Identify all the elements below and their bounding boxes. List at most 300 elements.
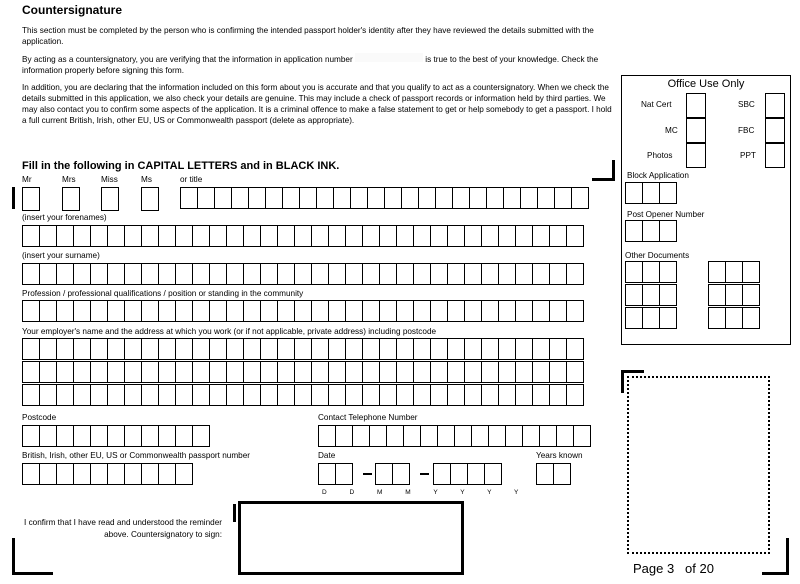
char-cell[interactable] — [158, 300, 176, 322]
char-cell[interactable] — [742, 261, 760, 283]
char-cell[interactable] — [708, 284, 726, 306]
char-cell[interactable] — [56, 425, 74, 447]
checkbox-ms[interactable] — [141, 187, 159, 211]
char-cell[interactable] — [39, 384, 57, 406]
char-cell[interactable] — [536, 463, 554, 485]
char-cell[interactable] — [141, 300, 159, 322]
char-cell[interactable] — [226, 225, 244, 247]
char-cell[interactable] — [413, 263, 431, 285]
char-cell[interactable] — [158, 338, 176, 360]
char-cell[interactable] — [226, 300, 244, 322]
profession-cells[interactable] — [22, 300, 583, 322]
char-cell[interactable] — [333, 187, 351, 209]
forenames-cells[interactable] — [22, 225, 583, 247]
char-cell[interactable] — [539, 425, 557, 447]
char-cell[interactable] — [124, 225, 142, 247]
char-cell[interactable] — [56, 225, 74, 247]
char-cell[interactable] — [396, 384, 414, 406]
char-cell[interactable] — [413, 338, 431, 360]
char-cell[interactable] — [742, 307, 760, 329]
checkbox-mr[interactable] — [22, 187, 40, 211]
char-cell[interactable] — [430, 263, 448, 285]
char-cell[interactable] — [328, 361, 346, 383]
char-cell[interactable] — [39, 463, 57, 485]
char-cell[interactable] — [260, 384, 278, 406]
char-cell[interactable] — [447, 225, 465, 247]
char-cell[interactable] — [90, 338, 108, 360]
char-cell[interactable] — [175, 463, 193, 485]
char-cell[interactable] — [532, 225, 550, 247]
other-docs-cells-4[interactable] — [708, 261, 759, 283]
char-cell[interactable] — [141, 463, 159, 485]
char-cell[interactable] — [22, 263, 40, 285]
char-cell[interactable] — [554, 187, 572, 209]
char-cell[interactable] — [379, 300, 397, 322]
char-cell[interactable] — [413, 384, 431, 406]
char-cell[interactable] — [248, 187, 266, 209]
char-cell[interactable] — [90, 263, 108, 285]
char-cell[interactable] — [175, 425, 193, 447]
char-cell[interactable] — [107, 300, 125, 322]
char-cell[interactable] — [481, 225, 499, 247]
char-cell[interactable] — [725, 307, 743, 329]
char-cell[interactable] — [345, 225, 363, 247]
char-cell[interactable] — [659, 182, 677, 204]
char-cell[interactable] — [73, 263, 91, 285]
char-cell[interactable] — [226, 361, 244, 383]
char-cell[interactable] — [294, 263, 312, 285]
char-cell[interactable] — [659, 284, 677, 306]
char-cell[interactable] — [39, 425, 57, 447]
char-cell[interactable] — [352, 425, 370, 447]
char-cell[interactable] — [430, 361, 448, 383]
char-cell[interactable] — [498, 263, 516, 285]
other-docs-cells-5[interactable] — [708, 284, 759, 306]
char-cell[interactable] — [642, 307, 660, 329]
char-cell[interactable] — [335, 463, 353, 485]
char-cell[interactable] — [124, 300, 142, 322]
char-cell[interactable] — [243, 225, 261, 247]
char-cell[interactable] — [725, 284, 743, 306]
char-cell[interactable] — [175, 225, 193, 247]
char-cell[interactable] — [345, 384, 363, 406]
char-cell[interactable] — [226, 384, 244, 406]
char-cell[interactable] — [39, 300, 57, 322]
char-cell[interactable] — [328, 300, 346, 322]
char-cell[interactable] — [481, 384, 499, 406]
other-docs-cells-6[interactable] — [708, 307, 759, 329]
postcode-cells[interactable] — [22, 425, 209, 447]
char-cell[interactable] — [418, 187, 436, 209]
char-cell[interactable] — [175, 361, 193, 383]
char-cell[interactable] — [481, 361, 499, 383]
char-cell[interactable] — [107, 338, 125, 360]
char-cell[interactable] — [311, 300, 329, 322]
employer-cells-3[interactable] — [22, 384, 583, 406]
char-cell[interactable] — [39, 338, 57, 360]
char-cell[interactable] — [430, 300, 448, 322]
fbc-box[interactable] — [765, 118, 785, 143]
char-cell[interactable] — [659, 261, 677, 283]
char-cell[interactable] — [209, 263, 227, 285]
char-cell[interactable] — [260, 300, 278, 322]
char-cell[interactable] — [573, 425, 591, 447]
char-cell[interactable] — [447, 361, 465, 383]
char-cell[interactable] — [260, 338, 278, 360]
char-cell[interactable] — [464, 361, 482, 383]
char-cell[interactable] — [571, 187, 589, 209]
char-cell[interactable] — [471, 425, 489, 447]
char-cell[interactable] — [515, 225, 533, 247]
char-cell[interactable] — [413, 361, 431, 383]
char-cell[interactable] — [90, 300, 108, 322]
char-cell[interactable] — [90, 225, 108, 247]
char-cell[interactable] — [107, 425, 125, 447]
char-cell[interactable] — [362, 300, 380, 322]
char-cell[interactable] — [403, 425, 421, 447]
char-cell[interactable] — [350, 187, 368, 209]
char-cell[interactable] — [549, 384, 567, 406]
char-cell[interactable] — [452, 187, 470, 209]
char-cell[interactable] — [430, 225, 448, 247]
other-docs-cells-1[interactable] — [625, 261, 676, 283]
char-cell[interactable] — [454, 425, 472, 447]
char-cell[interactable] — [73, 361, 91, 383]
char-cell[interactable] — [447, 263, 465, 285]
char-cell[interactable] — [335, 425, 353, 447]
char-cell[interactable] — [311, 263, 329, 285]
char-cell[interactable] — [566, 263, 584, 285]
char-cell[interactable] — [345, 361, 363, 383]
char-cell[interactable] — [549, 300, 567, 322]
checkbox-mrs[interactable] — [62, 187, 80, 211]
char-cell[interactable] — [362, 263, 380, 285]
date-year-cells[interactable] — [433, 463, 501, 485]
char-cell[interactable] — [549, 361, 567, 383]
char-cell[interactable] — [107, 384, 125, 406]
char-cell[interactable] — [158, 361, 176, 383]
char-cell[interactable] — [625, 284, 643, 306]
char-cell[interactable] — [294, 384, 312, 406]
char-cell[interactable] — [642, 284, 660, 306]
char-cell[interactable] — [318, 425, 336, 447]
char-cell[interactable] — [192, 225, 210, 247]
char-cell[interactable] — [379, 263, 397, 285]
char-cell[interactable] — [56, 300, 74, 322]
checkbox-miss[interactable] — [101, 187, 119, 211]
char-cell[interactable] — [447, 384, 465, 406]
char-cell[interactable] — [537, 187, 555, 209]
char-cell[interactable] — [625, 182, 643, 204]
char-cell[interactable] — [532, 361, 550, 383]
char-cell[interactable] — [659, 220, 677, 242]
char-cell[interactable] — [192, 263, 210, 285]
application-number-field[interactable] — [355, 53, 423, 62]
char-cell[interactable] — [420, 425, 438, 447]
char-cell[interactable] — [56, 338, 74, 360]
char-cell[interactable] — [175, 300, 193, 322]
char-cell[interactable] — [318, 463, 336, 485]
char-cell[interactable] — [226, 263, 244, 285]
char-cell[interactable] — [362, 338, 380, 360]
char-cell[interactable] — [311, 361, 329, 383]
char-cell[interactable] — [294, 300, 312, 322]
char-cell[interactable] — [231, 187, 249, 209]
char-cell[interactable] — [192, 384, 210, 406]
char-cell[interactable] — [362, 225, 380, 247]
char-cell[interactable] — [430, 338, 448, 360]
other-docs-cells-2[interactable] — [625, 284, 676, 306]
char-cell[interactable] — [90, 361, 108, 383]
char-cell[interactable] — [158, 463, 176, 485]
char-cell[interactable] — [433, 463, 451, 485]
char-cell[interactable] — [447, 338, 465, 360]
char-cell[interactable] — [243, 300, 261, 322]
char-cell[interactable] — [515, 361, 533, 383]
char-cell[interactable] — [437, 425, 455, 447]
char-cell[interactable] — [556, 425, 574, 447]
char-cell[interactable] — [277, 338, 295, 360]
char-cell[interactable] — [124, 463, 142, 485]
char-cell[interactable] — [481, 300, 499, 322]
char-cell[interactable] — [386, 425, 404, 447]
char-cell[interactable] — [464, 225, 482, 247]
years-known-cells[interactable] — [536, 463, 570, 485]
char-cell[interactable] — [566, 225, 584, 247]
char-cell[interactable] — [56, 263, 74, 285]
char-cell[interactable] — [141, 384, 159, 406]
char-cell[interactable] — [73, 384, 91, 406]
char-cell[interactable] — [197, 187, 215, 209]
char-cell[interactable] — [369, 425, 387, 447]
char-cell[interactable] — [367, 187, 385, 209]
char-cell[interactable] — [520, 187, 538, 209]
char-cell[interactable] — [73, 300, 91, 322]
char-cell[interactable] — [56, 463, 74, 485]
char-cell[interactable] — [243, 384, 261, 406]
date-month-cells[interactable] — [375, 463, 409, 485]
char-cell[interactable] — [379, 338, 397, 360]
char-cell[interactable] — [566, 384, 584, 406]
char-cell[interactable] — [124, 361, 142, 383]
char-cell[interactable] — [467, 463, 485, 485]
char-cell[interactable] — [22, 425, 40, 447]
char-cell[interactable] — [447, 300, 465, 322]
char-cell[interactable] — [532, 263, 550, 285]
ppt-box[interactable] — [765, 143, 785, 168]
char-cell[interactable] — [505, 425, 523, 447]
char-cell[interactable] — [299, 187, 317, 209]
char-cell[interactable] — [141, 225, 159, 247]
char-cell[interactable] — [73, 425, 91, 447]
char-cell[interactable] — [328, 338, 346, 360]
char-cell[interactable] — [260, 263, 278, 285]
char-cell[interactable] — [282, 187, 300, 209]
char-cell[interactable] — [73, 225, 91, 247]
char-cell[interactable] — [464, 300, 482, 322]
char-cell[interactable] — [742, 284, 760, 306]
char-cell[interactable] — [277, 225, 295, 247]
char-cell[interactable] — [532, 338, 550, 360]
char-cell[interactable] — [192, 361, 210, 383]
char-cell[interactable] — [328, 263, 346, 285]
char-cell[interactable] — [708, 307, 726, 329]
char-cell[interactable] — [345, 263, 363, 285]
char-cell[interactable] — [175, 263, 193, 285]
char-cell[interactable] — [243, 263, 261, 285]
char-cell[interactable] — [345, 338, 363, 360]
char-cell[interactable] — [260, 225, 278, 247]
char-cell[interactable] — [625, 261, 643, 283]
char-cell[interactable] — [124, 425, 142, 447]
char-cell[interactable] — [209, 300, 227, 322]
char-cell[interactable] — [277, 263, 295, 285]
char-cell[interactable] — [124, 263, 142, 285]
char-cell[interactable] — [39, 225, 57, 247]
char-cell[interactable] — [553, 463, 571, 485]
char-cell[interactable] — [464, 263, 482, 285]
char-cell[interactable] — [396, 300, 414, 322]
char-cell[interactable] — [158, 225, 176, 247]
char-cell[interactable] — [515, 338, 533, 360]
employer-cells-1[interactable] — [22, 338, 583, 360]
char-cell[interactable] — [124, 338, 142, 360]
char-cell[interactable] — [515, 300, 533, 322]
char-cell[interactable] — [532, 300, 550, 322]
char-cell[interactable] — [39, 263, 57, 285]
char-cell[interactable] — [625, 220, 643, 242]
char-cell[interactable] — [243, 361, 261, 383]
char-cell[interactable] — [107, 263, 125, 285]
sbc-box[interactable] — [765, 93, 785, 118]
char-cell[interactable] — [464, 384, 482, 406]
char-cell[interactable] — [39, 361, 57, 383]
char-cell[interactable] — [209, 384, 227, 406]
char-cell[interactable] — [566, 300, 584, 322]
char-cell[interactable] — [141, 338, 159, 360]
char-cell[interactable] — [362, 361, 380, 383]
photos-box[interactable] — [686, 143, 706, 168]
char-cell[interactable] — [141, 425, 159, 447]
char-cell[interactable] — [311, 225, 329, 247]
char-cell[interactable] — [277, 300, 295, 322]
char-cell[interactable] — [73, 338, 91, 360]
char-cell[interactable] — [141, 263, 159, 285]
char-cell[interactable] — [498, 300, 516, 322]
char-cell[interactable] — [401, 187, 419, 209]
char-cell[interactable] — [180, 187, 198, 209]
char-cell[interactable] — [642, 220, 660, 242]
char-cell[interactable] — [311, 338, 329, 360]
char-cell[interactable] — [175, 338, 193, 360]
char-cell[interactable] — [515, 263, 533, 285]
char-cell[interactable] — [396, 361, 414, 383]
char-cell[interactable] — [22, 300, 40, 322]
date-day-cells[interactable] — [318, 463, 352, 485]
char-cell[interactable] — [90, 384, 108, 406]
char-cell[interactable] — [158, 384, 176, 406]
char-cell[interactable] — [107, 225, 125, 247]
char-cell[interactable] — [243, 338, 261, 360]
char-cell[interactable] — [375, 463, 393, 485]
char-cell[interactable] — [124, 384, 142, 406]
char-cell[interactable] — [90, 425, 108, 447]
passport-cells[interactable] — [22, 463, 192, 485]
char-cell[interactable] — [522, 425, 540, 447]
char-cell[interactable] — [642, 261, 660, 283]
char-cell[interactable] — [345, 300, 363, 322]
char-cell[interactable] — [379, 225, 397, 247]
nat-cert-box[interactable] — [686, 93, 706, 118]
char-cell[interactable] — [659, 307, 677, 329]
title-cells[interactable] — [180, 187, 588, 209]
char-cell[interactable] — [469, 187, 487, 209]
char-cell[interactable] — [413, 300, 431, 322]
char-cell[interactable] — [209, 338, 227, 360]
char-cell[interactable] — [708, 261, 726, 283]
char-cell[interactable] — [464, 338, 482, 360]
char-cell[interactable] — [642, 182, 660, 204]
char-cell[interactable] — [56, 361, 74, 383]
mc-box[interactable] — [686, 118, 706, 143]
block-application-cells[interactable] — [625, 182, 676, 204]
char-cell[interactable] — [503, 187, 521, 209]
char-cell[interactable] — [396, 263, 414, 285]
char-cell[interactable] — [384, 187, 402, 209]
char-cell[interactable] — [498, 361, 516, 383]
char-cell[interactable] — [226, 338, 244, 360]
char-cell[interactable] — [396, 225, 414, 247]
char-cell[interactable] — [396, 338, 414, 360]
telephone-cells[interactable] — [318, 425, 590, 447]
char-cell[interactable] — [316, 187, 334, 209]
char-cell[interactable] — [549, 263, 567, 285]
surname-cells[interactable] — [22, 263, 583, 285]
char-cell[interactable] — [362, 384, 380, 406]
char-cell[interactable] — [392, 463, 410, 485]
char-cell[interactable] — [22, 463, 40, 485]
char-cell[interactable] — [277, 384, 295, 406]
char-cell[interactable] — [498, 338, 516, 360]
employer-cells-2[interactable] — [22, 361, 583, 383]
char-cell[interactable] — [566, 361, 584, 383]
char-cell[interactable] — [56, 384, 74, 406]
char-cell[interactable] — [484, 463, 502, 485]
char-cell[interactable] — [486, 187, 504, 209]
char-cell[interactable] — [141, 361, 159, 383]
char-cell[interactable] — [294, 338, 312, 360]
char-cell[interactable] — [625, 307, 643, 329]
char-cell[interactable] — [22, 384, 40, 406]
char-cell[interactable] — [107, 463, 125, 485]
char-cell[interactable] — [192, 300, 210, 322]
char-cell[interactable] — [73, 463, 91, 485]
char-cell[interactable] — [488, 425, 506, 447]
post-opener-cells[interactable] — [625, 220, 676, 242]
char-cell[interactable] — [481, 263, 499, 285]
char-cell[interactable] — [294, 225, 312, 247]
char-cell[interactable] — [175, 384, 193, 406]
char-cell[interactable] — [311, 384, 329, 406]
char-cell[interactable] — [413, 225, 431, 247]
char-cell[interactable] — [566, 338, 584, 360]
char-cell[interactable] — [435, 187, 453, 209]
other-docs-cells-3[interactable] — [625, 307, 676, 329]
char-cell[interactable] — [22, 338, 40, 360]
char-cell[interactable] — [192, 338, 210, 360]
char-cell[interactable] — [450, 463, 468, 485]
char-cell[interactable] — [328, 225, 346, 247]
